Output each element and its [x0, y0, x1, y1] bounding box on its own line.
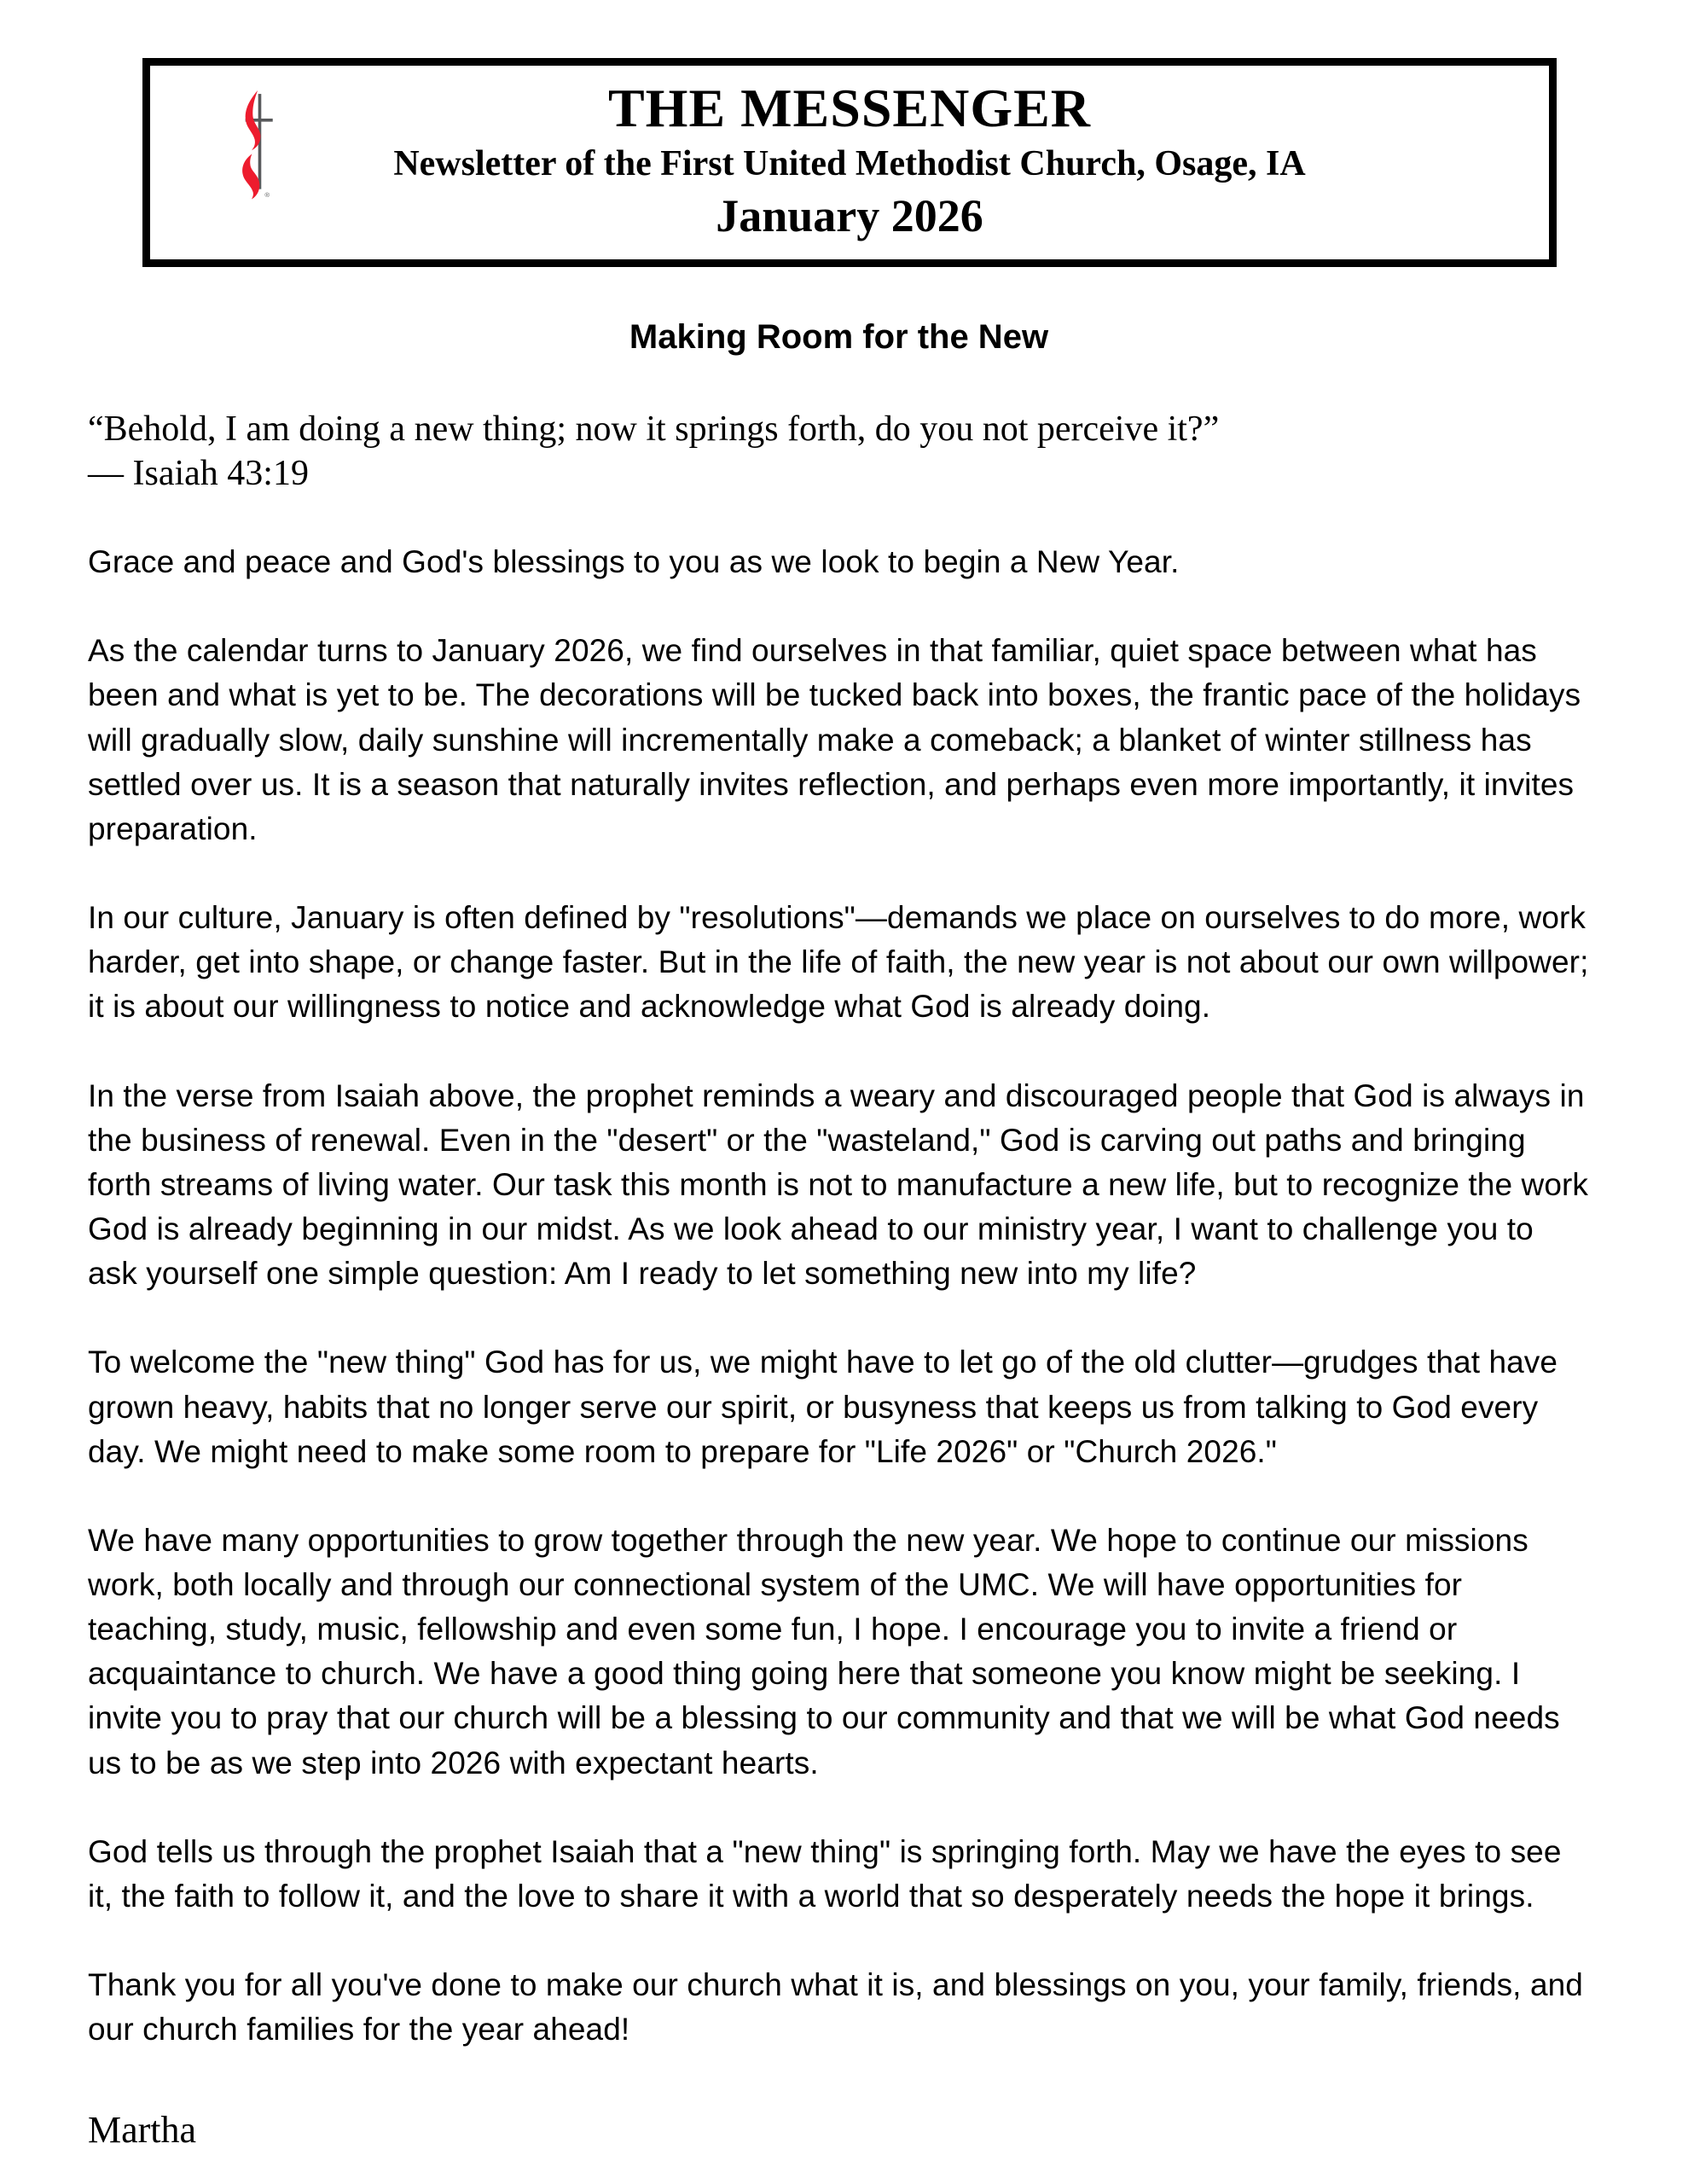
scripture-block	[88, 407, 1590, 496]
body-paragraph: Grace and peace and God's blessings to you as we look to begin a New Year.	[88, 544, 1180, 580]
umc-cross-and-flame-icon	[227, 84, 280, 206]
body-paragraph: We have many opportunities to grow together through the new year. We hope to continue our missions work, both locally and through our connectional system of the UMC. We will have opportunities for teaching, study, music, fellowship and even some fun, I hope. I encourage you to invite a friend or acquaintance to church. We have a good thing going here that someone you know might be seeking. I invite you to pray that our church will be a blessing to our community and that we will be what God needs us to be as we step into 2026 with expectant hearts.	[88, 1522, 1560, 1780]
scripture-attribution: — Isaiah 43:19	[88, 454, 309, 494]
signature: Martha	[88, 2109, 197, 2152]
masthead	[142, 58, 1557, 267]
newsletter-title: THE MESSENGER	[607, 78, 1092, 138]
body-paragraph: To welcome the "new thing" God has for us, we might have to let go of the old clutter—grudges that have grown heavy, habits that no longer serve our spirit, or busyness that keeps us from talking to God every day. We might need to make some room to prepare for "Life 2026" or "Church 2026."	[88, 1345, 1558, 1469]
issue-date: January 2026	[716, 190, 983, 242]
masthead-text	[150, 66, 1549, 243]
body-paragraph: In the verse from Isaiah above, the prophet reminds a weary and discouraged people that God is always in the business of renewal. Even in the "desert" or the "wasteland," God is carving out paths and bringing forth streams of living water. Our task this month is not to manufacture a new life, but to recognize the work God is already beginning in our midst. As we look ahead to our ministry year, I want to challenge you to ask yourself one simple question: Am I ready to let something new into my life?	[88, 1077, 1589, 1292]
scripture-quote: “Behold, I am doing a new thing; now it springs forth, do you not perceive it?”	[88, 410, 1220, 449]
article-heading: Making Room for the New	[629, 318, 1049, 356]
body-paragraph: In our culture, January is often defined by "resolutions"—demands we place on ourselves to do more, work harder, get into shape, or change faster. But in the life of faith, the new year is not about our own willpower; it is about our willingness to notice and acknowledge what God is already doing.	[88, 900, 1589, 1025]
body-paragraph: God tells us through the prophet Isaiah that a "new thing" is springing forth. May we have the eyes to see it, the faith to follow it, and the love to share it with a world that so desperately needs the hope it brings.	[88, 1833, 1562, 1914]
newsletter-subtitle: Newsletter of the First United Methodist Church, Osage, IA	[393, 144, 1306, 184]
registered-mark: ®	[264, 190, 270, 199]
article	[0, 317, 1688, 2153]
body-paragraph: As the calendar turns to January 2026, we find ourselves in that familiar, quiet space between what has been and what is yet to be. The decorations will be tucked back into boxes, the frantic pace of the holidays will gradually slow, daily sunshine will incrementally make a comeback; a blanket of winter stillness has settled over us. It is a season that naturally invites reflection, and perhaps even more importantly, it invites preparation.	[88, 633, 1581, 846]
body-paragraph: Thank you for all you've done to make our church what it is, and blessings on you, your family, friends, and our church families for the year ahead!	[88, 1967, 1583, 2048]
